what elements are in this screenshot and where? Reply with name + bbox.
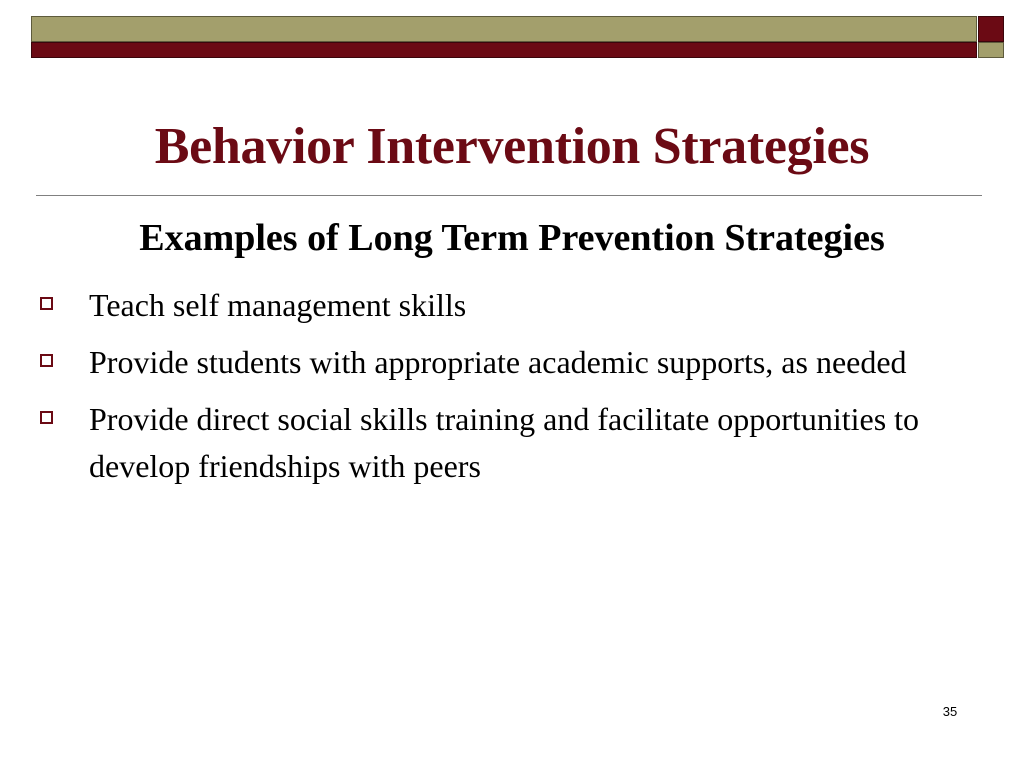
bullet-item [36, 396, 996, 490]
bullet-text: Provide direct social skills training and facilitate opportunities to develop friendships with peers [89, 401, 920, 484]
header-bar-red [31, 42, 977, 58]
page-number: 35 [942, 704, 958, 719]
bullet-item [36, 282, 996, 329]
bullet-list [36, 282, 996, 500]
hollow-square-bullet-icon [40, 297, 53, 310]
bullet-text: Teach self management skills [89, 287, 467, 323]
bullet-item [36, 339, 996, 386]
hollow-square-bullet-icon [40, 411, 53, 424]
bullet-text: Provide students with appropriate academic supports, as needed [89, 344, 907, 380]
hollow-square-bullet-icon [40, 354, 53, 367]
slide-subtitle: Examples of Long Term Prevention Strategies [139, 217, 885, 259]
header-square-olive [978, 42, 1004, 58]
header-square-red [978, 16, 1004, 42]
slide-title: Behavior Intervention Strategies [154, 118, 870, 175]
header-bar-olive [31, 16, 977, 42]
title-divider [36, 195, 982, 196]
